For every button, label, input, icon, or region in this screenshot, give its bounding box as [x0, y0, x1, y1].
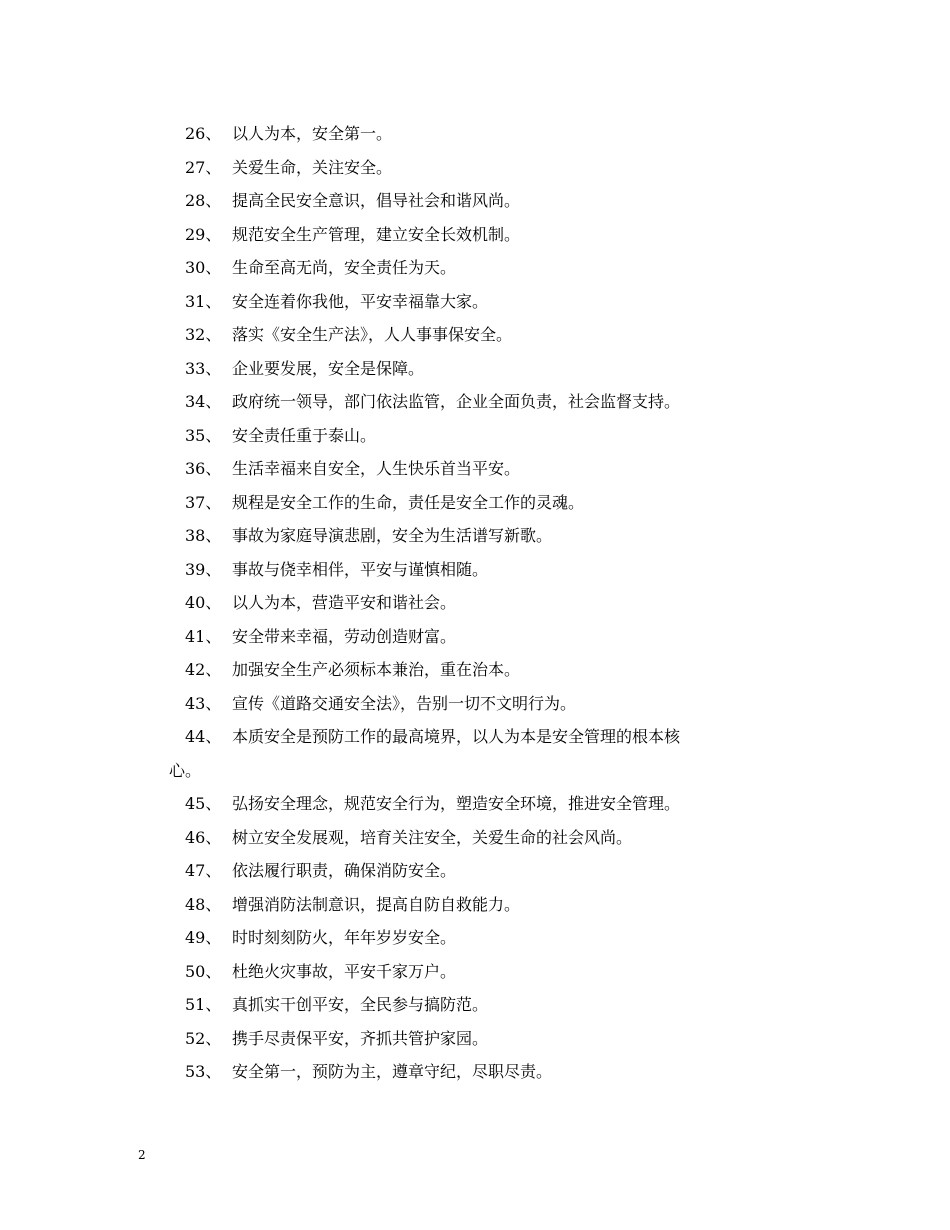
list-item	[170, 184, 770, 218]
item-number: 52、	[185, 1028, 222, 1048]
item-text: 杜绝火灾事故，平安千家万户。	[232, 961, 457, 981]
list-item	[170, 787, 770, 821]
item-number: 28、	[185, 191, 222, 210]
item-number: 46、	[185, 827, 222, 847]
item-number: 48、	[185, 894, 222, 914]
item-number: 29、	[185, 224, 222, 244]
item-number: 49、	[185, 928, 222, 947]
list-item	[170, 653, 770, 687]
list-item	[170, 486, 770, 520]
item-number: 27、	[185, 157, 222, 177]
list-item	[170, 687, 770, 721]
item-text: 事故为家庭导演悲剧，安全为生活谱写新歌。	[232, 526, 553, 545]
item-number: 32、	[185, 325, 222, 344]
list-item	[170, 117, 770, 151]
item-number: 51、	[185, 995, 222, 1014]
item-text: 以人为本，安全第一。	[232, 124, 393, 143]
item-number: 34、	[185, 392, 222, 411]
item-text: 真抓实干创平安，全民参与搞防范。	[232, 995, 489, 1014]
item-text: 携手尽责保平安，齐抓共管护家园。	[232, 1028, 489, 1048]
list-item	[170, 218, 770, 252]
list-item	[170, 519, 770, 553]
item-number: 42、	[185, 660, 222, 679]
item-number: 43、	[185, 693, 222, 713]
item-number: 40、	[185, 593, 222, 612]
item-text: 以人为本，营造平安和谐社会。	[232, 593, 457, 612]
list-item	[170, 1055, 770, 1089]
item-number: 38、	[185, 526, 222, 545]
item-number: 44、	[185, 727, 222, 746]
list-item	[170, 586, 770, 620]
item-text: 依法履行职责，确保消防安全。	[232, 861, 457, 880]
item-number: 50、	[185, 961, 222, 981]
item-text: 生活幸福来自安全，人生快乐首当平安。	[232, 459, 521, 478]
list-item	[170, 888, 770, 922]
item-text: 事故与侥幸相伴，平安与谨慎相随。	[232, 559, 489, 579]
list-item	[170, 151, 770, 185]
item-number: 33、	[185, 358, 222, 378]
item-number: 53、	[185, 1062, 222, 1081]
list-item	[170, 452, 770, 486]
page-number: 2	[138, 1148, 146, 1162]
item-number: 26、	[185, 124, 222, 143]
item-number: 31、	[185, 291, 222, 311]
item-text: 生命至高无尚，安全责任为天。	[232, 258, 457, 277]
item-text: 宣传《道路交通安全法》，告别一切不文明行为。	[232, 693, 577, 713]
item-text: 政府统一领导，部门依法监管，企业全面负责，社会监督支持。	[232, 392, 681, 411]
item-text: 加强安全生产必须标本兼治，重在治本。	[232, 660, 521, 679]
item-number: 47、	[185, 861, 222, 880]
item-text: 安全责任重于泰山。	[232, 425, 377, 445]
item-text: 安全连着你我他，平安幸福靠大家。	[232, 291, 489, 311]
item-number: 30、	[185, 258, 222, 277]
list-item	[170, 318, 770, 352]
item-text: 增强消防法制意识，提高自防自救能力。	[232, 894, 521, 914]
item-text: 安全带来幸福，劳动创造财富。	[232, 626, 457, 646]
item-number: 39、	[185, 559, 222, 579]
item-number: 41、	[185, 626, 222, 646]
list-item	[170, 955, 770, 989]
item-number: 35、	[185, 425, 222, 445]
item-text-continuation: 心。	[169, 760, 202, 780]
list-item	[170, 553, 770, 587]
item-text: 提高全民安全意识，倡导社会和谐风尚。	[232, 191, 521, 210]
list-item	[170, 285, 770, 319]
slogan-list	[170, 117, 770, 1089]
list-item	[170, 821, 770, 855]
list-item	[170, 419, 770, 453]
list-item	[170, 720, 770, 787]
item-text: 落实《安全生产法》，人人事事保安全。	[232, 325, 513, 344]
list-item	[170, 352, 770, 386]
item-text: 本质安全是预防工作的最高境界，以人为本是安全管理的根本核	[232, 727, 681, 746]
item-number: 36、	[185, 459, 222, 478]
item-text: 关爱生命，关注安全。	[232, 157, 393, 177]
item-text: 时时刻刻防火，年年岁岁安全。	[232, 928, 457, 947]
item-number: 45、	[185, 794, 222, 813]
list-item	[170, 854, 770, 888]
item-text: 弘扬安全理念，规范安全行为，塑造安全环境，推进安全管理。	[232, 794, 681, 813]
item-text: 规程是安全工作的生命，责任是安全工作的灵魂。	[232, 492, 585, 512]
item-text: 树立安全发展观，培育关注安全，关爱生命的社会风尚。	[232, 827, 633, 847]
item-text: 规范安全生产管理，建立安全长效机制。	[232, 224, 521, 244]
item-text: 安全第一，预防为主，遵章守纪，尽职尽责。	[232, 1062, 553, 1081]
list-item	[170, 251, 770, 285]
item-text: 企业要发展，安全是保障。	[232, 358, 425, 378]
list-item	[170, 988, 770, 1022]
item-number: 37、	[185, 492, 222, 512]
list-item	[170, 620, 770, 654]
list-item	[170, 921, 770, 955]
list-item	[170, 1022, 770, 1056]
list-item	[170, 385, 770, 419]
